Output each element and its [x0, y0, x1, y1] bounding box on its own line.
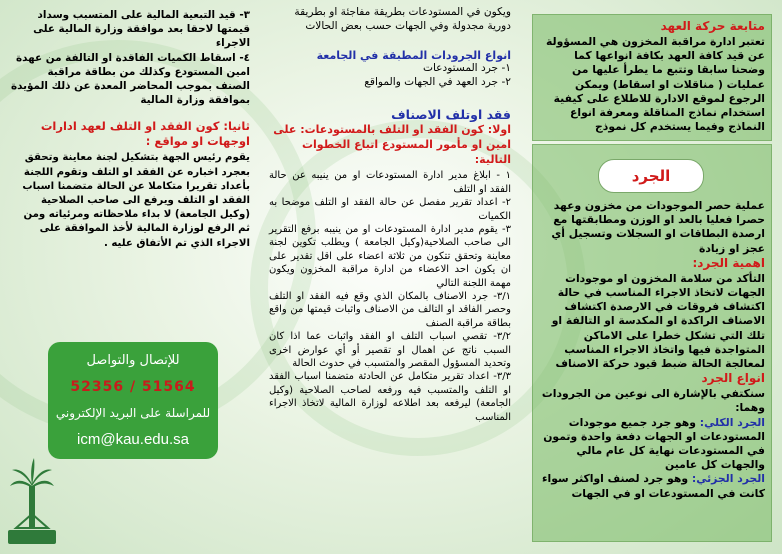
- right-column: [524, 0, 782, 554]
- partial-inventory-label: الجرد الجزئي:: [691, 472, 765, 486]
- contact-phones[interactable]: 52356 / 51564: [70, 379, 196, 396]
- second-case-body: يقوم رئيس الجهة بتشكيل لجنة معاينة وتحقق بعجرد اخباره عن الفقد او التلف وتقوم اللجنة بأعداد تقريرا متكاملا عن الحالة متضمنا اسباب الفقد او التلف ويرفع الى صاحب الصلاحية (وكيل الجامعة) لا بداء ملاحظاته ومرئياته ومن ثم الرفع لوزارة المالية لأخذ الموافقة على الاجراء الذي تم الأتفاق عليه .: [22, 152, 250, 249]
- contact-email-label: للمراسلة على البريد الإلكتروني: [55, 405, 211, 420]
- follow-body: تعتبر ادارة مراقبة المخزون هي المسؤولة عن قيد كافة العهد بكافة انواعها كما وضحنا سابقا وتتبع ما يطرأ عليها من عمليات ( مناقلات او اسقاط) ويمكن الرجوع لموقع الادارة للاطلاع على كيفية استخدام نماذج المناقلة ومعرفة انواع النماذج وفيما يستخدم كل نموذج: [545, 35, 765, 134]
- general-inventory-body: وهو جرد جميع موجودات المستودعات او الجهات دفعة واحدة وتمون في المستودعات نهاية كل عام مالي والجهات كل عامين: [543, 415, 765, 472]
- middle-intro: ويكون في المستودعات بطريقة مفاجئة او بطريقة دورية مجدولة وفي الجهات حسب بعض الحالات: [294, 6, 511, 32]
- loss-step: ٣/٣- اعداد تقرير متكامل عن الحادثة متضمنا اسباب الفقد او التلف والمتسبب فيه ورفعه لصاحب الصلاحية (وكيل الجامعة) ليرفعه بعد اطلاعه لوزارة المالية لاتخاذ الاجراء المناسب: [269, 371, 511, 423]
- middle-type-item: ١- جرد المستودعات: [422, 62, 511, 75]
- middle-types-title: انواع الجرودات المطبقة في الجامعة: [316, 49, 511, 63]
- contact-box: [48, 342, 218, 459]
- middle-type-item: ٢- جرد العهد في الجهات والمواقع: [364, 75, 511, 88]
- importance-title: اهمية الجرد:: [692, 255, 765, 270]
- middle-column: [263, 0, 519, 554]
- second-case-title: ثانيا: كون الفقد او التلف لعهد ادارات اوجهات او مواقع :: [40, 119, 250, 149]
- left-item: ٣- قيد التبعية المالية على المتسبب وسداد قيمتها لاحقا بعد موافقة وزارة المالية على الاجراء: [33, 9, 250, 50]
- general-inventory: [537, 416, 765, 473]
- loss-step: ٣- يقوم مدير ادارة المستودعات او من ينيبه برفع التقرير الى صاحب الصلاحية(وكيل الجامعة ) ويطلب تكوين لجنة معاينة وتحقق تتكون من ثلاثة اعضاء على اقل تقدير على ان يكون احد الاعضاء من ادارة مراقبة المخزون ويكون مهمة اللجنة التالي: [269, 224, 511, 289]
- inventory-panel: [532, 144, 772, 542]
- university-palm-logo-icon: [6, 456, 58, 546]
- loss-step: ٢- اعداد تقرير مفصل عن حالة الفقد او التلف موضحا به الكميات: [269, 197, 511, 222]
- inventory-definition: عملية حصر الموجودات من مخزون وعهد حصرا فعليا بالعد او الوزن ومطابقتها مع ارصدة البطاقات او السجلات وتسجيل أي عجز او زيادة: [551, 199, 765, 255]
- loss-title: فقد اوتلف الاصناف: [391, 107, 511, 123]
- loss-step: ٣/٢- تقصي اسباب التلف او الفقد واثبات عما اذا كان السبب ناتج عن اهمال او تقصير أو أي عوارض اخرى وتحديد المسؤول المقصر والمتسبب في حدوث الحالة: [269, 331, 511, 370]
- follow-panel: [532, 14, 772, 141]
- contact-title: للإتصال والتواصل: [86, 353, 180, 369]
- inventory-types-intro: سنكتفي بالإشارة الى نوعين من الجرودات وهما:: [541, 387, 765, 415]
- loss-subtitle: اولا: كون الفقد او التلف بالمستودعات: على امين او مأمور المستودع اتباع الخطوات التالية:: [273, 123, 511, 167]
- inventory-title: الجرد: [598, 159, 704, 193]
- loss-step: ٣/١- جرد الاصناف بالمكان الذي وقع فيه الفقد او التلف وحصر الفاقد او التالف من الاصناف واثبات قيمتها من واقع بطاقة مراقبة الصنف: [269, 291, 511, 329]
- left-item: ٤- اسقاط الكميات الفاقدة او التالفة من عهدة امين المستودع وكذلك من بطاقة مراقبة الصنف بموجب المحاضر المعدة عن ذلك المؤيدة بموافقة وزارة المالية: [11, 51, 250, 107]
- follow-title: متابعة حركة العهد: [660, 19, 765, 33]
- loss-step: ١ - ابلاغ مدير ادارة المستودعات او من ينيبه عن حالة الفقد او التلف: [269, 170, 511, 195]
- inventory-types-title: انواع الجرد: [701, 371, 765, 386]
- importance-body: التأكد من سلامة المخزون او موجودات الجهات لاتخاذ الاجراء المناسب في حالة اكتشاف فروقات في الارصدة اكتشاف الاصناف الراكدة او المكدسة او التالفة او تلك التي تشكل خطرا على الاماكن المتواجدة فيها واتخاذ الاجراء المناسب لمعالجة الحالة ضبط قيود حركة الاصناف: [551, 271, 765, 371]
- contact-email[interactable]: icm@kau.edu.sa: [77, 430, 189, 448]
- partial-inventory-body: وهو جرد لصنف اواكثر سواء كانت في المستودعات او في الجهات: [542, 472, 765, 500]
- partial-inventory: [537, 472, 765, 500]
- general-inventory-label: الجرد الكلي:: [699, 415, 765, 429]
